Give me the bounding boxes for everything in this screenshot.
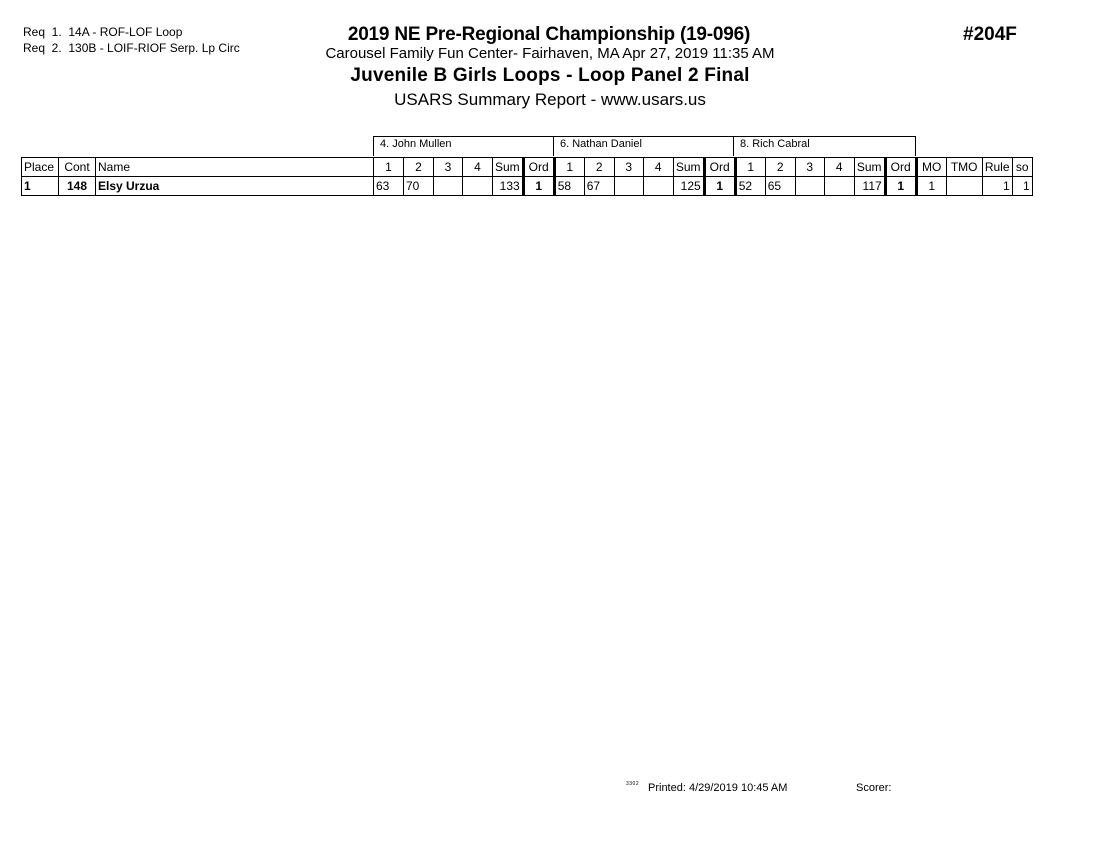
rule-cell: 1 (982, 177, 1012, 196)
judge1-score-2: 70 (404, 177, 434, 196)
judge1-sum: 133 (493, 177, 524, 196)
judge1-col-4-header: 4 (463, 158, 493, 177)
judge2-col-3-header: 3 (614, 158, 643, 177)
judge2-sum: 125 (673, 177, 704, 196)
report-code: 3302 (626, 781, 640, 787)
judge2-score-4 (643, 177, 673, 196)
results-table (21, 157, 1033, 196)
judge3-score-3 (795, 177, 824, 196)
judge3-ord-header: Ord (885, 158, 916, 177)
judge3-col-4-header: 4 (824, 158, 854, 177)
judge2-ordinal: 1 (704, 177, 735, 196)
judge1-col-1-header: 1 (374, 158, 404, 177)
judge-header-1: 4. John Mullen (373, 136, 554, 156)
tmo-cell (946, 177, 982, 196)
judge2-sum-header: Sum (673, 158, 704, 177)
judge3-sum-header: Sum (854, 158, 885, 177)
col-tmo-header: TMO (946, 158, 982, 177)
judge1-col-2-header: 2 (404, 158, 434, 177)
table-row (22, 177, 1033, 196)
judge1-sum-header: Sum (493, 158, 524, 177)
judge2-score-3 (614, 177, 643, 196)
header-row (22, 158, 1033, 177)
judge1-ord-header: Ord (523, 158, 554, 177)
requirement-1: Req 1. 14A - ROF-LOF Loop (23, 25, 183, 39)
judge1-score-1: 63 (374, 177, 404, 196)
col-cont-header: Cont (59, 158, 96, 177)
judge1-ordinal: 1 (523, 177, 554, 196)
requirement-2: Req 2. 130B - LOIF-RIOF Serp. Lp Circ (23, 41, 240, 55)
col-place-header: Place (22, 158, 59, 177)
judge2-ord-header: Ord (704, 158, 735, 177)
col-so-header: so (1012, 158, 1032, 177)
judge3-score-4 (824, 177, 854, 196)
competition-title: 2019 NE Pre-Regional Championship (19-096) (347, 24, 751, 45)
judge2-score-1: 58 (554, 177, 584, 196)
scorer-label: Scorer: (856, 782, 892, 794)
judge2-col-4-header: 4 (643, 158, 673, 177)
col-name-header: Name (96, 158, 374, 177)
skater-name-cell: Elsy Urzua (96, 177, 374, 196)
col-mo-header: MO (916, 158, 946, 177)
judge3-col-3-header: 3 (795, 158, 824, 177)
mo-cell: 1 (916, 177, 946, 196)
venue-line: Carousel Family Fun Center- Fairhaven, MA Apr 27, 2019 11:35 AM (325, 45, 775, 62)
judge3-col-2-header: 2 (765, 158, 795, 177)
event-title: Juvenile B Girls Loops - Loop Panel 2 Final (350, 65, 750, 86)
judge3-col-1-header: 1 (735, 158, 765, 177)
judge2-score-2: 67 (584, 177, 614, 196)
so-cell: 1 (1012, 177, 1032, 196)
judge-header-3: 8. Rich Cabral (733, 136, 916, 156)
judge3-sum: 117 (854, 177, 885, 196)
judge2-col-1-header: 1 (554, 158, 584, 177)
judge3-score-1: 52 (735, 177, 765, 196)
place-cell: 1 (22, 177, 59, 196)
judge2-col-2-header: 2 (584, 158, 614, 177)
judge3-ordinal: 1 (885, 177, 916, 196)
judge1-score-4 (463, 177, 493, 196)
report-subtitle: USARS Summary Report - www.usars.us (394, 90, 706, 109)
printed-timestamp: Printed: 4/29/2019 10:45 AM (648, 782, 788, 794)
col-rule-header: Rule (982, 158, 1012, 177)
judge-header-2: 6. Nathan Daniel (553, 136, 734, 156)
event-number: #204F (963, 24, 1017, 45)
cont-cell: 148 (59, 177, 96, 196)
judge1-col-3-header: 3 (434, 158, 463, 177)
judge3-score-2: 65 (765, 177, 795, 196)
judge1-score-3 (434, 177, 463, 196)
